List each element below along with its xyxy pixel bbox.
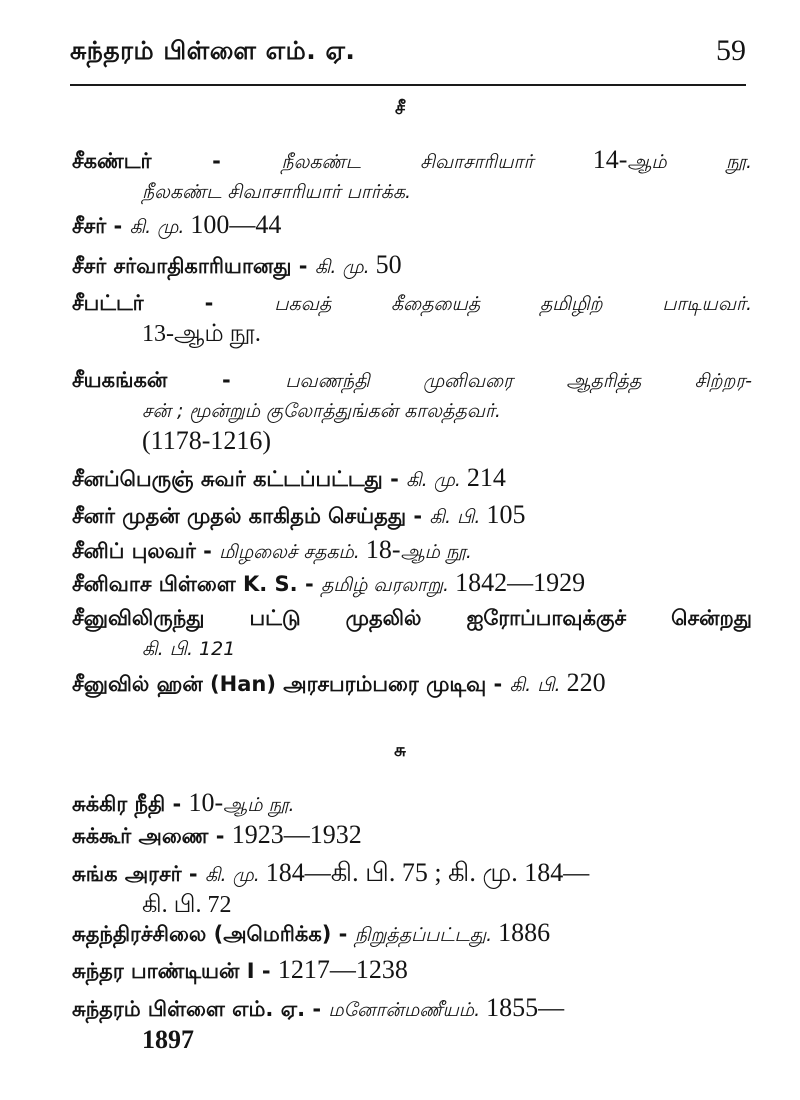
- index-entry: சீனப்பெருஞ் சுவர் கட்டப்பட்டது - கி. மு. 214: [72, 463, 506, 492]
- index-entry: சுக்கிர நீதி - 10-ஆம் நூ.: [72, 788, 295, 817]
- index-entry: சீனுவிலிருந்து பட்டு முதலில் ஐரோப்பாவுக்குச் சென்றது கி. பி. 121: [72, 606, 752, 660]
- index-entry: சீசர் சர்வாதிகாரியானது - கி. மு. 50: [72, 250, 402, 279]
- running-head: சுந்தரம் பிள்ளை எம். ஏ.: [70, 36, 356, 65]
- index-entry: சுங்க அரசர் - கி. மு. 184—கி. பி. 75 ; கி. மு. 184— கி. பி. 72: [72, 858, 590, 918]
- index-entry: சுக்கூர் அணை - 1923—1932: [72, 820, 362, 849]
- index-entry: சீயகங்கன் - பவணந்தி முனிவரை ஆதரித்த சிற்றர- சன் ; மூன்றும் குலோத்துங்கன் காலத்தவர். (1178-1216): [72, 368, 752, 455]
- index-entry: சுதந்திரச்சிலை (அமெரிக்க) - நிறுத்தப்பட்டது. 1886: [72, 918, 551, 947]
- index-entry: சீனுவில் ஹன் (Han) அரசபரம்பரை முடிவு - கி. பி. 220: [72, 668, 606, 697]
- section-heading-see: சீ: [395, 98, 405, 119]
- index-entry: சுந்தர பாண்டியன் I - 1217—1238: [72, 955, 408, 984]
- page-number: 59: [716, 34, 746, 67]
- index-entry: சீசர் - கி. மு. 100—44: [72, 210, 282, 239]
- index-entry: சீனர் முதன் முதல் காகிதம் செய்தது - கி. பி. 105: [72, 500, 526, 529]
- index-entry: சீனிப் புலவர் - மிழலைச் சதகம். 18-ஆம் நூ.: [72, 535, 472, 564]
- section-heading-su: சு: [394, 740, 406, 761]
- index-entry: சீபட்டர் - பகவத் கீதையைத் தமிழிற் பாடியவர். 13-ஆம் நூ.: [72, 291, 752, 347]
- index-entry: சீனிவாச பிள்ளை K. S. - தமிழ் வரலாறு. 1842—1929: [72, 568, 586, 597]
- index-entry: சீகண்டர் - நீலகண்ட சிவாசாரியார் 14-ஆம் நூ. நீலகண்ட சிவாசாரியார் பார்க்க.: [72, 145, 753, 203]
- header-rule: [70, 84, 746, 86]
- index-entry: சுந்தரம் பிள்ளை எம். ஏ. - மனோன்மணீயம். 1855— 1897: [72, 993, 565, 1054]
